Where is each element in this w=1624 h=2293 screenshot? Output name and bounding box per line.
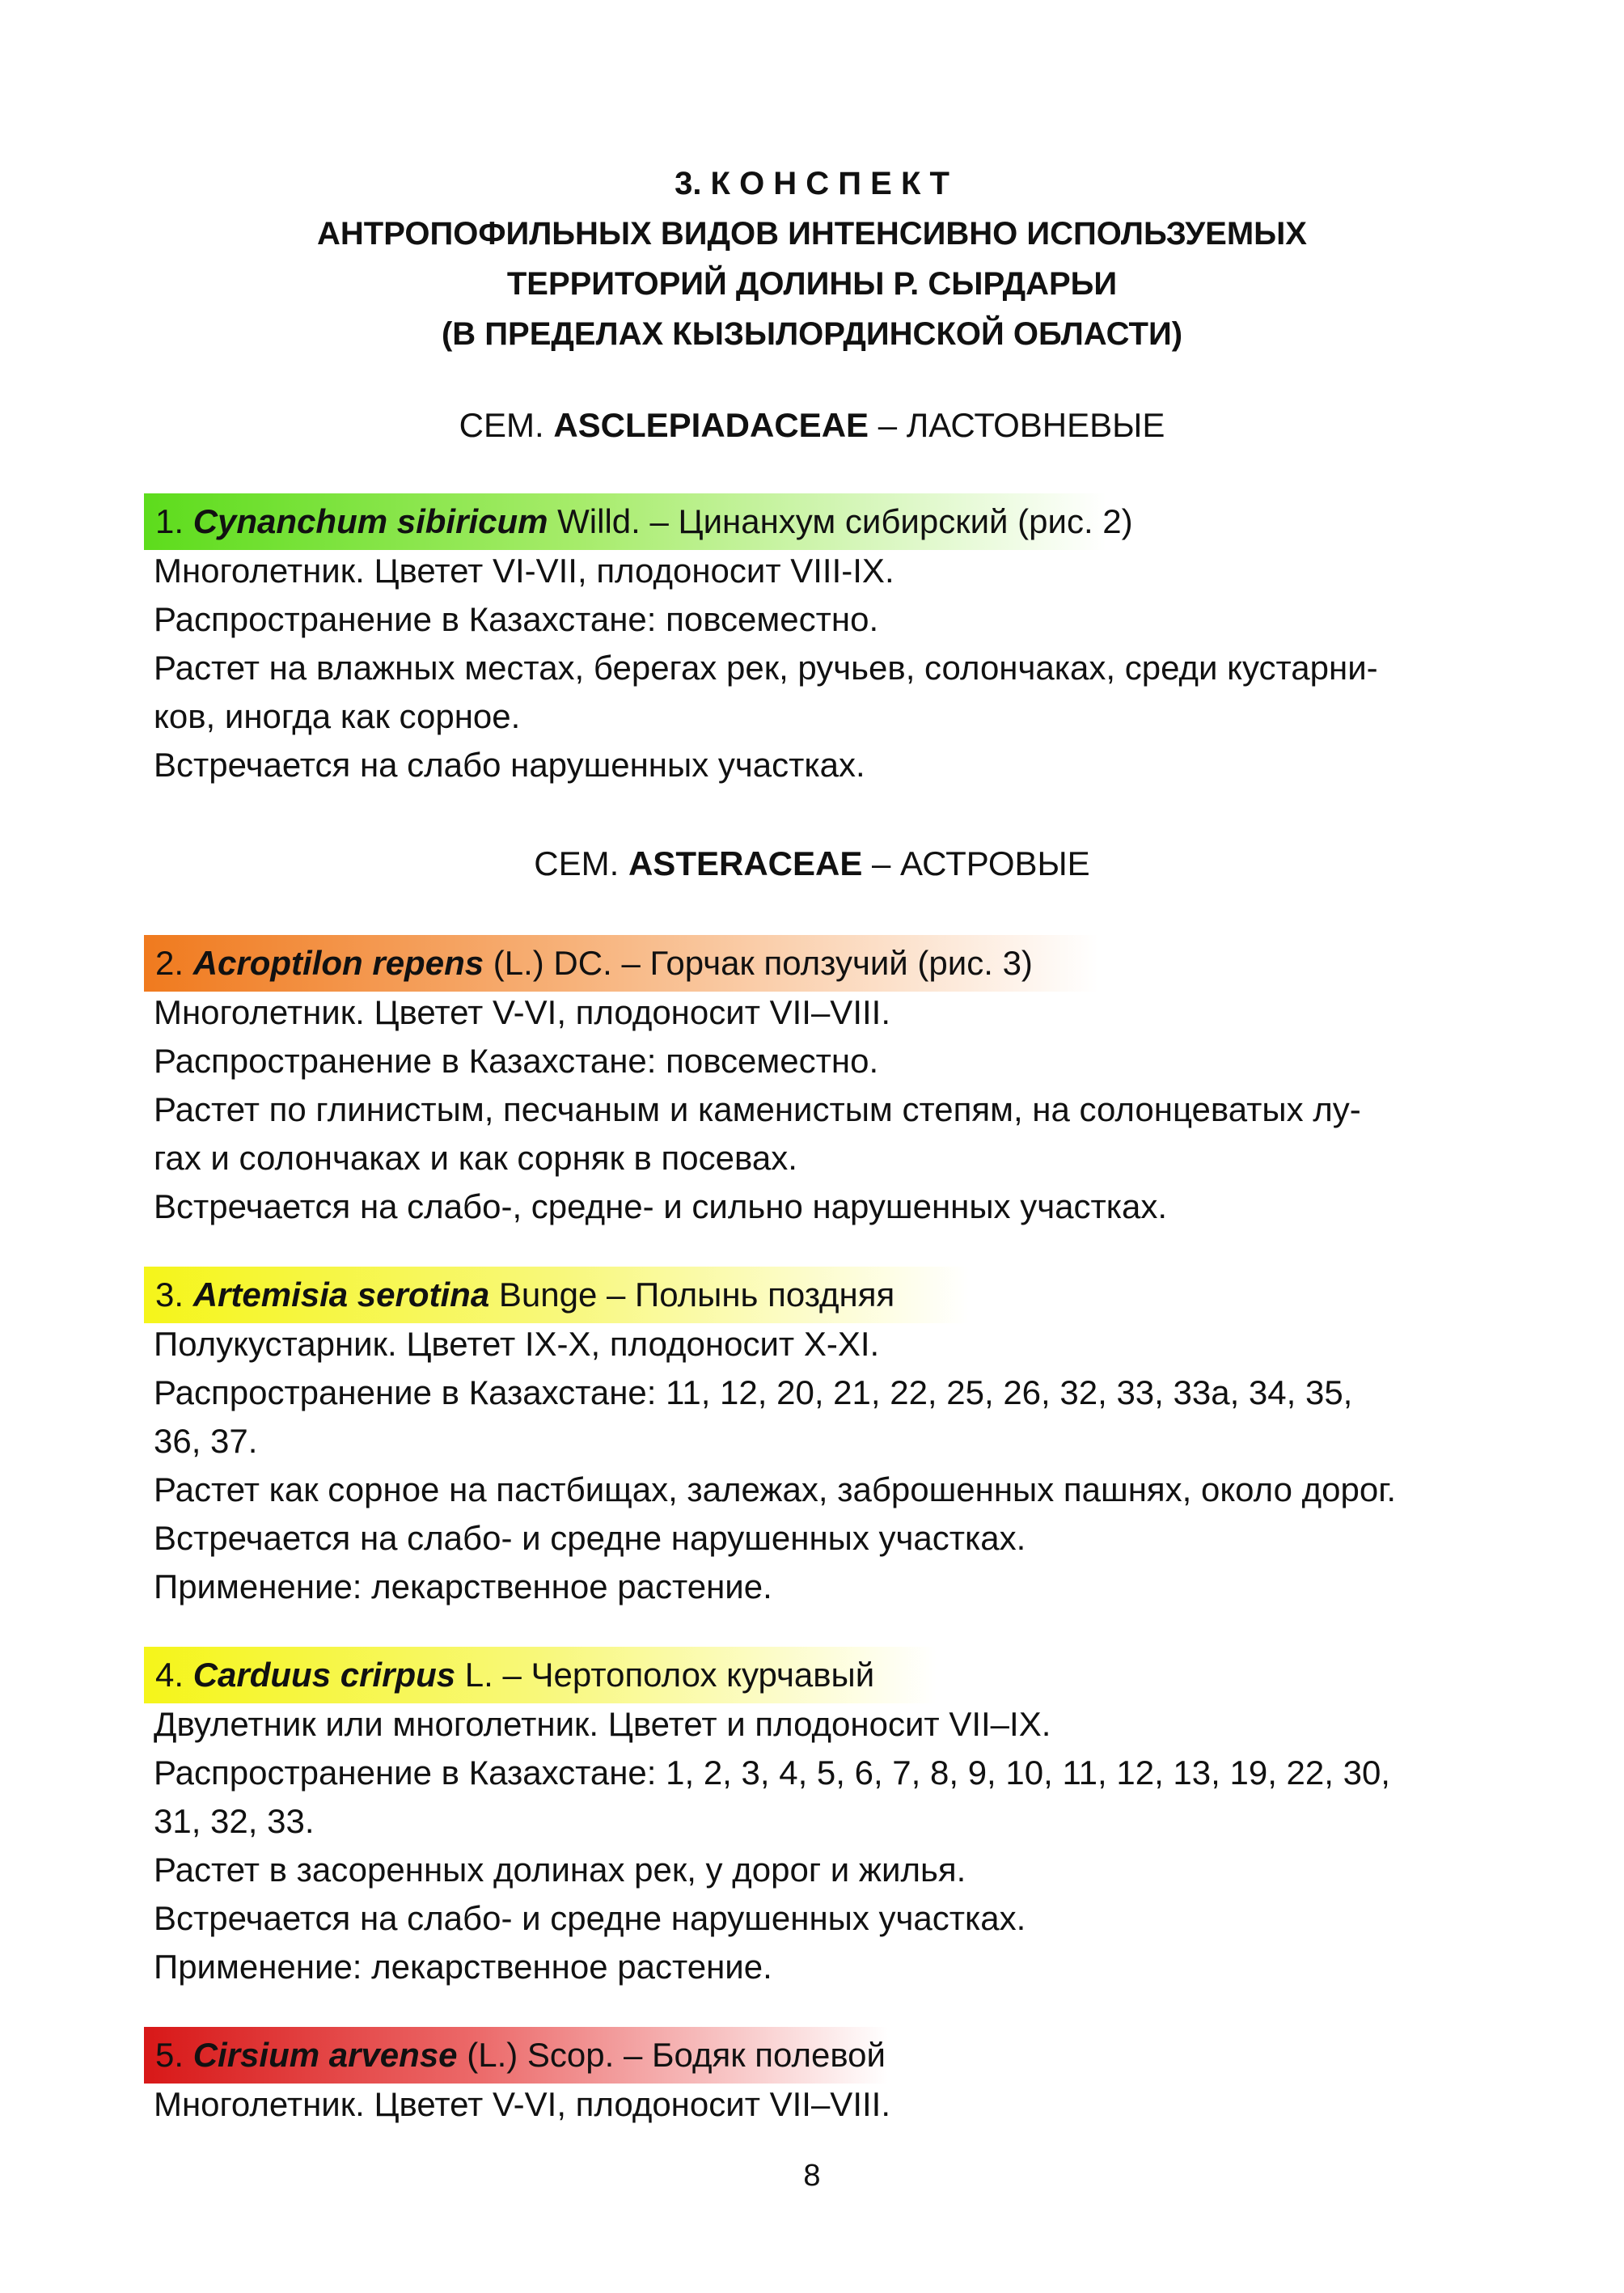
family-heading-asteraceae [0,841,1624,886]
family-heading-asclepiadaceae [0,403,1624,448]
page-number: 8 [803,2159,821,2193]
description-line: гах и солончаках и как сорняк в посевах. [154,1139,797,1177]
description-line: Распространение в Казахстане: 11, 12, 20, 21, 22, 25, 26, 32, 33, 33а, 34, 35, [154,1373,1353,1411]
family-latin: ASCLEPIADACEAE [553,406,869,444]
title-line-3: ТЕРРИТОРИЙ ДОЛИНЫ Р. СЫРДАРЬИ [506,266,1118,302]
species-latin: Cirsium arvense [192,2036,458,2074]
species-author: (L.) Scop. [467,2036,615,2074]
species-heading-4 [144,1647,937,1703]
species-description-5 [154,2080,1480,2129]
species-author: L. [464,1656,493,1694]
species-heading-1 [144,493,1133,550]
species-number: 3. [155,1276,184,1314]
family-russian: – АСТРОВЫЕ [872,844,1090,882]
species-author: Bunge [498,1276,598,1314]
description-line: Встречается на слабо- и средне нарушенных участках. [154,1899,1026,1937]
species-russian: – Горчак ползучий (рис. 3) [621,944,1033,982]
description-line: Растет в засоренных долинах рек, у дорог и жилья. [154,1851,966,1889]
species-latin: Cynanchum sibiricum [192,502,548,540]
species-heading-5 [144,2027,888,2084]
species-russian: – Чертополох курчавый [502,1656,875,1694]
description-line: Многолетник. Цветет VI-VII, плодоносит VIII-IX. [154,552,894,590]
description-line: Применение: лекарственное растение. [154,1567,772,1606]
description-line: 31, 32, 33. [154,1802,315,1840]
species-latin: Carduus crirpus [192,1656,456,1694]
description-line: ков, иногда как сорное. [154,697,521,735]
family-russian: – ЛАСТОВНЕВЫЕ [878,406,1165,444]
description-line: Двулетник или многолетник. Цветет и плодоносит VII–IX. [154,1705,1051,1743]
species-latin: Artemisia serotina [192,1276,490,1314]
description-line: Многолетник. Цветет V-VI, плодоносит VII–VIII. [154,993,890,1031]
species-number: 4. [155,1656,184,1694]
species-description-4 [154,1700,1480,1991]
species-author: Willd. [557,502,641,540]
species-russian: – Цинанхум сибирский (рис. 2) [649,502,1133,540]
description-line: Многолетник. Цветет V-VI, плодоносит VII–VIII. [154,2085,890,2123]
description-line: Распространение в Казахстане: повсеместно. [154,1042,879,1080]
description-line: Полукустарник. Цветет IX-X, плодоносит X-XI. [154,1325,880,1363]
species-author: (L.) DC. [493,944,612,982]
description-line: Распространение в Казахстане: 1, 2, 3, 4, 5, 6, 7, 8, 9, 10, 11, 12, 13, 19, 22, 30, [154,1754,1390,1792]
description-line: Встречается на слабо-, средне- и сильно нарушенных участках. [154,1187,1168,1225]
section-title [0,159,1624,359]
description-line: Применение: лекарственное растение. [154,1948,772,1986]
description-line: Встречается на слабо нарушенных участках. [154,746,865,784]
title-line-1: 3. К О Н С П Е К Т [675,166,949,201]
species-description-2 [154,988,1480,1231]
species-heading-3 [144,1267,969,1323]
species-number: 5. [155,2036,184,2074]
description-line: Встречается на слабо- и средне нарушенных участках. [154,1519,1026,1557]
family-latin: ASTERACEAE [628,844,863,882]
description-line: Растет на влажных местах, берегах рек, ручьев, солончаках, среди кустарни- [154,649,1378,687]
species-description-1 [154,547,1480,789]
species-heading-2 [144,935,1098,992]
description-line: Растет как сорное на пастбищах, залежах, заброшенных пашнях, около дорог. [154,1470,1397,1508]
description-line: 36, 37. [154,1422,258,1460]
description-line: Распространение в Казахстане: повсеместно. [154,600,879,638]
title-line-4: (В ПРЕДЕЛАХ КЫЗЫЛОРДИНСКОЙ ОБЛАСТИ) [441,316,1183,352]
species-number: 1. [155,502,184,540]
family-prefix: СЕМ. [534,844,620,882]
species-russian: – Бодяк полевой [623,2036,886,2074]
title-line-2: АНТРОПОФИЛЬНЫХ ВИДОВ ИНТЕНСИВНО ИСПОЛЬЗУЕМЫХ [317,216,1307,252]
family-prefix: СЕМ. [459,406,544,444]
description-line: Растет по глинистым, песчаным и каменистым степям, на солонцеватых лу- [154,1090,1361,1128]
species-latin: Acroptilon repens [192,944,484,982]
species-description-3 [154,1320,1480,1611]
species-russian: – Полынь поздняя [606,1276,895,1314]
species-number: 2. [155,944,184,982]
